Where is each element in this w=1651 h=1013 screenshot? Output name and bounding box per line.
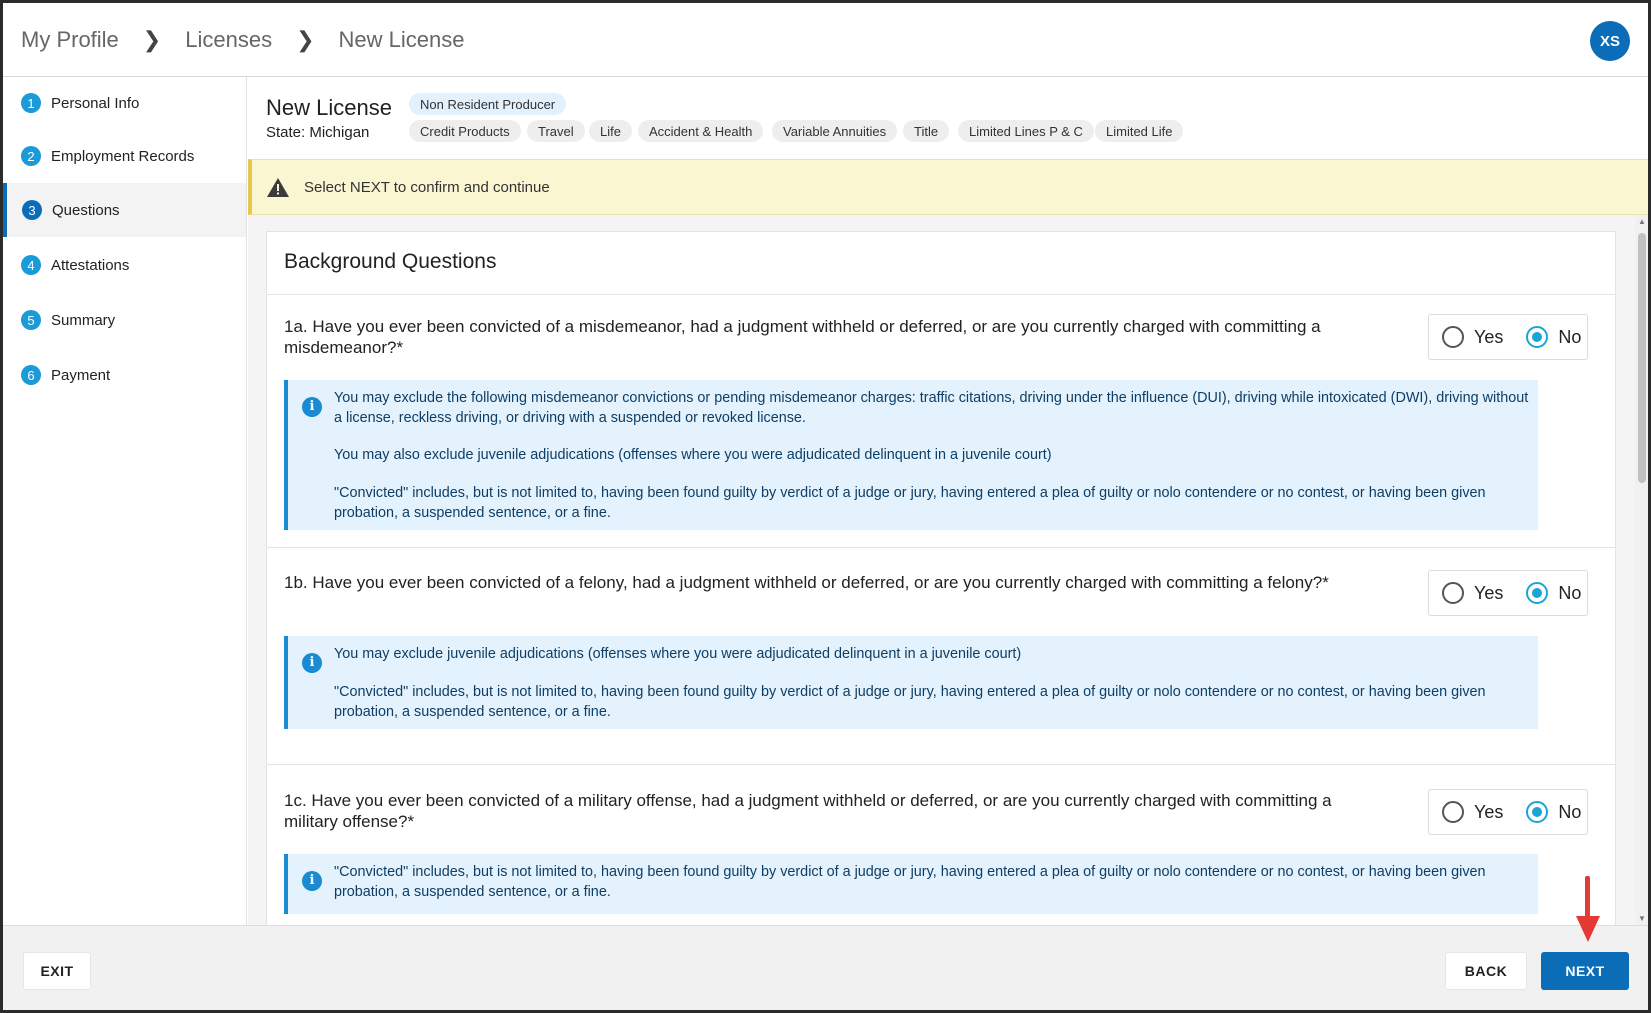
step-number-badge: 1 xyxy=(21,93,41,113)
footer-bar xyxy=(3,925,1648,1013)
radio-circle xyxy=(1442,582,1464,604)
divider xyxy=(267,294,1615,295)
sidebar-item-employment-records[interactable] xyxy=(3,129,246,183)
steps-sidebar xyxy=(3,77,247,925)
line-chip-life: Life xyxy=(589,120,632,142)
info-text: You may also exclude juvenile adjudications (offenses where you were adjudicated delinquent in a juvenile court) xyxy=(334,447,1052,463)
line-chip-accident-health: Accident & Health xyxy=(638,120,763,142)
sidebar-item-summary[interactable] xyxy=(3,293,246,347)
radio-label: Yes xyxy=(1474,582,1504,603)
license-title: New License xyxy=(266,95,392,120)
divider xyxy=(267,547,1615,548)
question-1a-no-radio[interactable] xyxy=(1526,326,1581,348)
exit-button[interactable]: EXIT xyxy=(23,952,91,990)
sidebar-item-label: Attestations xyxy=(51,256,130,274)
sidebar-item-label: Personal Info xyxy=(51,94,140,112)
background-questions-card xyxy=(266,231,1616,925)
question-1a-yes-radio[interactable] xyxy=(1442,326,1503,348)
radio-circle-selected xyxy=(1526,326,1548,348)
scrollbar-thumb[interactable] xyxy=(1638,233,1646,483)
license-state: State: Michigan xyxy=(266,124,370,141)
question-1a-info-box xyxy=(284,380,1538,530)
radio-circle-selected xyxy=(1526,801,1548,823)
line-chip-variable-annuities: Variable Annuities xyxy=(772,120,897,142)
scroll-up-icon[interactable]: ▲ xyxy=(1638,217,1646,226)
questions-scroll-area xyxy=(248,215,1651,925)
radio-label: No xyxy=(1558,326,1582,347)
line-chip-limited-lines-pc: Limited Lines P & C xyxy=(958,120,1094,142)
line-chip-travel: Travel xyxy=(527,120,585,142)
question-1c-answer-group xyxy=(1428,789,1588,835)
line-chip-limited-life: Limited Life xyxy=(1095,120,1183,142)
breadcrumb-licenses[interactable]: Licenses xyxy=(185,27,273,52)
step-number-badge: 2 xyxy=(21,146,41,166)
radio-label: Yes xyxy=(1474,801,1504,822)
notice-banner xyxy=(248,159,1651,215)
main-content xyxy=(248,77,1651,925)
vertical-scrollbar[interactable] xyxy=(1635,215,1649,925)
back-button[interactable]: BACK xyxy=(1445,952,1527,990)
license-type-chip: Non Resident Producer xyxy=(409,93,566,115)
chevron-right-icon: ❯ xyxy=(142,27,162,52)
radio-circle xyxy=(1442,801,1464,823)
radio-label: Yes xyxy=(1474,326,1504,347)
question-1c-info-box xyxy=(284,854,1538,914)
breadcrumb-my-profile[interactable]: My Profile xyxy=(21,27,119,52)
question-1a-answer-group xyxy=(1428,314,1588,360)
sidebar-item-label: Summary xyxy=(51,311,116,329)
question-1a-text: 1a. Have you ever been convicted of a misdemeanor, had a judgment withheld or deferred, or are you currently charged with committing a misdemeanor?* xyxy=(284,317,1321,357)
info-icon: i xyxy=(302,871,322,891)
divider xyxy=(267,764,1615,765)
info-text: "Convicted" includes, but is not limited to, having been found guilty by verdict of a judge or jury, having entered a plea of guilty or nolo contendere or no contest, or having been given probation, a suspended sentence, or a fine. xyxy=(334,864,1486,900)
sidebar-item-payment[interactable] xyxy=(3,347,246,403)
radio-circle-selected xyxy=(1526,582,1548,604)
line-chip-title: Title xyxy=(903,120,949,142)
breadcrumb xyxy=(21,27,464,53)
step-number-badge: 5 xyxy=(21,310,41,330)
question-1b-answer-group xyxy=(1428,570,1588,616)
avatar[interactable]: XS xyxy=(1590,21,1630,61)
sidebar-item-attestations[interactable] xyxy=(3,237,246,293)
sidebar-item-personal-info[interactable] xyxy=(3,77,246,129)
radio-label: No xyxy=(1558,582,1582,603)
chevron-right-icon: ❯ xyxy=(296,27,315,52)
radio-circle xyxy=(1442,326,1464,348)
info-icon: i xyxy=(302,397,322,417)
step-number-badge: 4 xyxy=(21,255,41,275)
line-chip-credit-products: Credit Products xyxy=(409,120,521,142)
question-1b-no-radio[interactable] xyxy=(1526,582,1581,604)
next-button[interactable]: NEXT xyxy=(1541,952,1629,990)
question-1c-yes-radio[interactable] xyxy=(1442,801,1503,823)
breadcrumb-new-license: New License xyxy=(338,27,465,52)
notice-text: Select NEXT to confirm and continue xyxy=(304,178,550,196)
info-text: You may exclude the following misdemeanor convictions or pending misdemeanor charges: traffic citations, driving under the influence (DUI), driving while intoxicated (DWI), driving without a license, reckless driving, or driving with a suspended or revoked license. xyxy=(334,390,1529,426)
annotation-arrow-icon xyxy=(1575,876,1601,946)
top-header xyxy=(3,3,1648,77)
question-1c-no-radio[interactable] xyxy=(1526,801,1581,823)
scroll-down-icon[interactable]: ▼ xyxy=(1638,914,1646,923)
sidebar-item-label: Questions xyxy=(52,201,120,219)
radio-label: No xyxy=(1558,801,1582,822)
sidebar-item-questions[interactable] xyxy=(3,183,246,237)
info-text: "Convicted" includes, but is not limited to, having been found guilty by verdict of a judge or jury, having entered a plea of guilty or nolo contendere or no contest, or having been given probation, a suspended sentence, or a fine. xyxy=(334,684,1486,720)
question-1b-yes-radio[interactable] xyxy=(1442,582,1503,604)
question-1b-info-box xyxy=(284,636,1538,729)
warning-icon xyxy=(266,177,290,198)
section-title: Background Questions xyxy=(284,250,497,273)
sidebar-item-label: Employment Records xyxy=(51,147,195,165)
question-1c-text: 1c. Have you ever been convicted of a military offense, had a judgment withheld or deferred, or are you currently charged with committing a military offense?* xyxy=(284,791,1332,831)
license-header xyxy=(248,77,1651,159)
sidebar-item-label: Payment xyxy=(51,366,111,384)
question-1b-text: 1b. Have you ever been convicted of a felony, had a judgment withheld or deferred, or are you currently charged with committing a felony?* xyxy=(284,573,1329,592)
step-number-badge: 3 xyxy=(22,200,42,220)
step-number-badge: 6 xyxy=(21,365,41,385)
info-text: "Convicted" includes, but is not limited to, having been found guilty by verdict of a judge or jury, having entered a plea of guilty or nolo contendere or no contest, or having been given probation, a suspended sentence, or a fine. xyxy=(334,485,1486,521)
info-icon: i xyxy=(302,653,322,673)
info-text: You may exclude juvenile adjudications (offenses where you were adjudicated delinquent in a juvenile court) xyxy=(334,646,1022,662)
